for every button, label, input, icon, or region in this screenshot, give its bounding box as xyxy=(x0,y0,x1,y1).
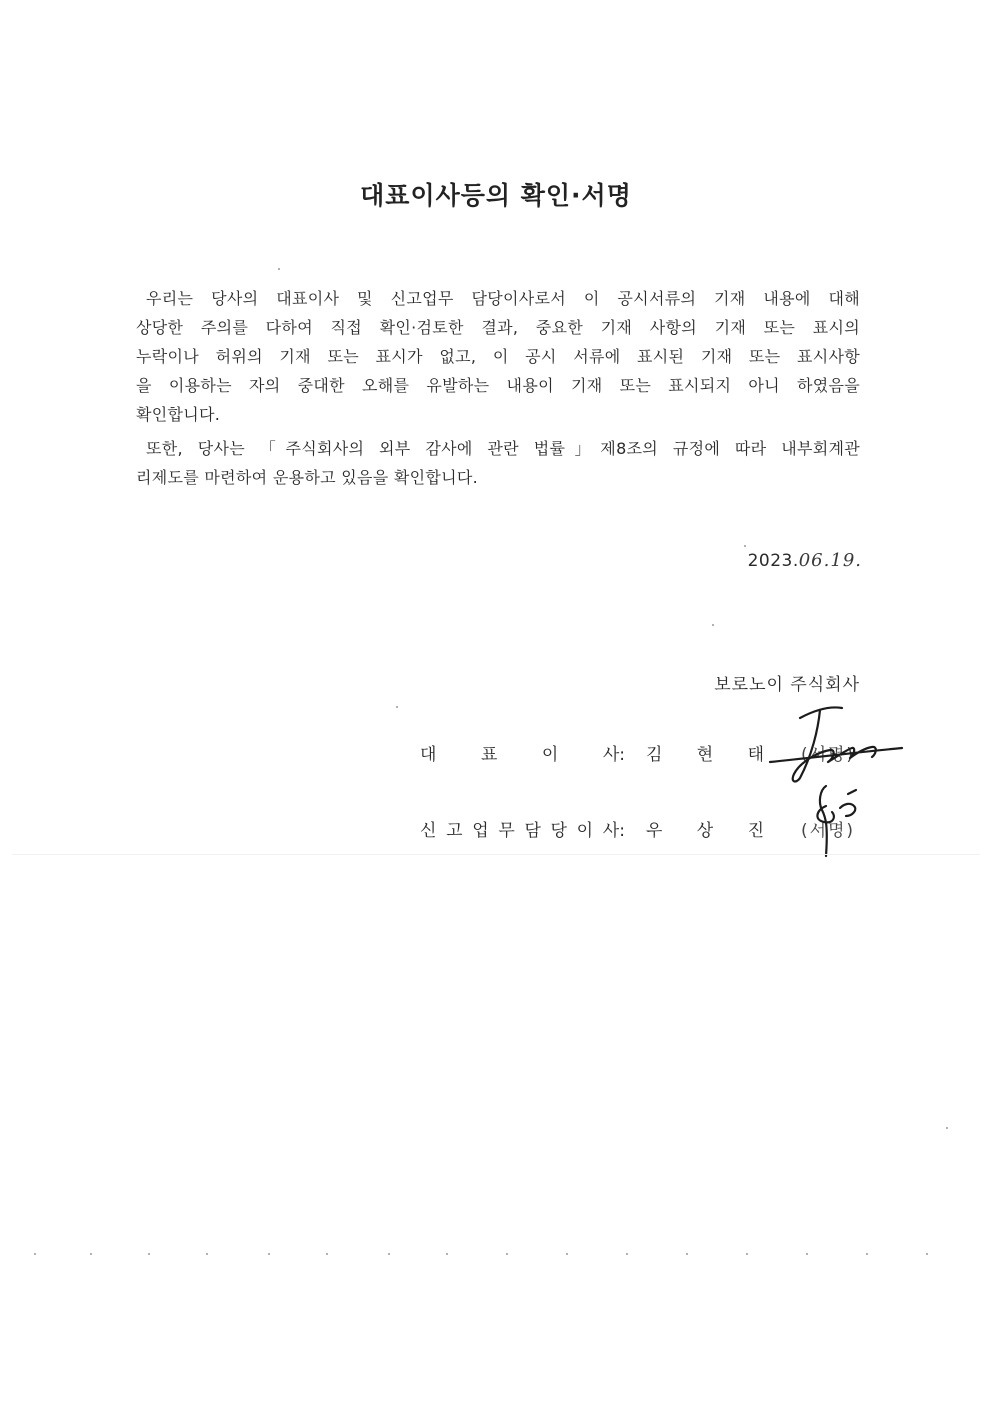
scan-speck xyxy=(506,1253,508,1255)
company-name: 보로노이 주식회사 xyxy=(714,675,860,695)
date-year: 2023. xyxy=(747,551,799,571)
scan-speck xyxy=(396,706,398,708)
confirmation-paragraph xyxy=(136,284,860,429)
paragraph-line: 상당한 주의를 다하여 직접 확인·검토한 결과, 중요한 기재 사항의 기재 또는 표시의 xyxy=(136,318,860,337)
internal-control-paragraph xyxy=(136,434,860,492)
paragraph-line: 우리는 당사의 대표이사 및 신고업무 담당이사로서 이 공시서류의 기재 내용에 대해 xyxy=(146,289,860,308)
scan-speck xyxy=(926,1253,928,1255)
sign-mark: (서명) xyxy=(800,821,856,841)
signatory-name: 우 상 진 xyxy=(646,821,764,841)
scan-speck xyxy=(446,1253,448,1255)
scan-speck xyxy=(206,1253,208,1255)
signatory-disclosure-director xyxy=(420,816,860,846)
paragraph-line: 확인합니다. xyxy=(136,405,221,424)
paragraph-line: 리제도를 마련하여 운용하고 있음을 확인합니다. xyxy=(136,468,479,487)
signatory-role: 신 고 업 무 담 당 이 사: xyxy=(420,821,625,841)
scan-speck xyxy=(626,1253,628,1255)
document-title: 대표이사등의 확인·서명 xyxy=(360,181,632,210)
scan-speck xyxy=(946,1127,948,1129)
scan-speck xyxy=(866,1253,868,1255)
scan-speck xyxy=(278,268,280,270)
scan-speck xyxy=(566,1253,568,1255)
paragraph-line: 누락이나 허위의 기재 또는 표시가 없고, 이 공시 서류에 표시된 기재 또는 표시사항 xyxy=(136,347,860,366)
signatory-name: 김 현 태 xyxy=(646,745,764,765)
scan-speck xyxy=(744,545,746,547)
paragraph-line: 또한, 당사는 「주식회사의 외부 감사에 관란 법률」제8조의 규정에 따라 내부회계관 xyxy=(146,439,860,458)
document-date xyxy=(748,550,862,580)
paragraph-line: 을 이용하는 자의 중대한 오해를 유발하는 내용이 기재 또는 표시되지 아니 하였음을 xyxy=(136,376,860,395)
scan-speck xyxy=(388,1253,390,1255)
sign-mark: (서명) xyxy=(800,745,856,765)
scan-speck xyxy=(806,1253,808,1255)
scan-speck xyxy=(326,1253,328,1255)
scan-speck xyxy=(746,1253,748,1255)
scan-speck xyxy=(148,1253,150,1255)
scan-speck xyxy=(90,1253,92,1255)
scan-speck xyxy=(34,1253,36,1255)
signatory-ceo xyxy=(420,740,860,770)
scan-speck xyxy=(712,624,714,626)
scan-divider xyxy=(12,854,980,855)
scan-speck xyxy=(268,1253,270,1255)
date-handwritten: 06.19. xyxy=(798,550,862,571)
scan-speck xyxy=(686,1253,688,1255)
signatory-role: 대 표 이 사: xyxy=(420,745,625,765)
